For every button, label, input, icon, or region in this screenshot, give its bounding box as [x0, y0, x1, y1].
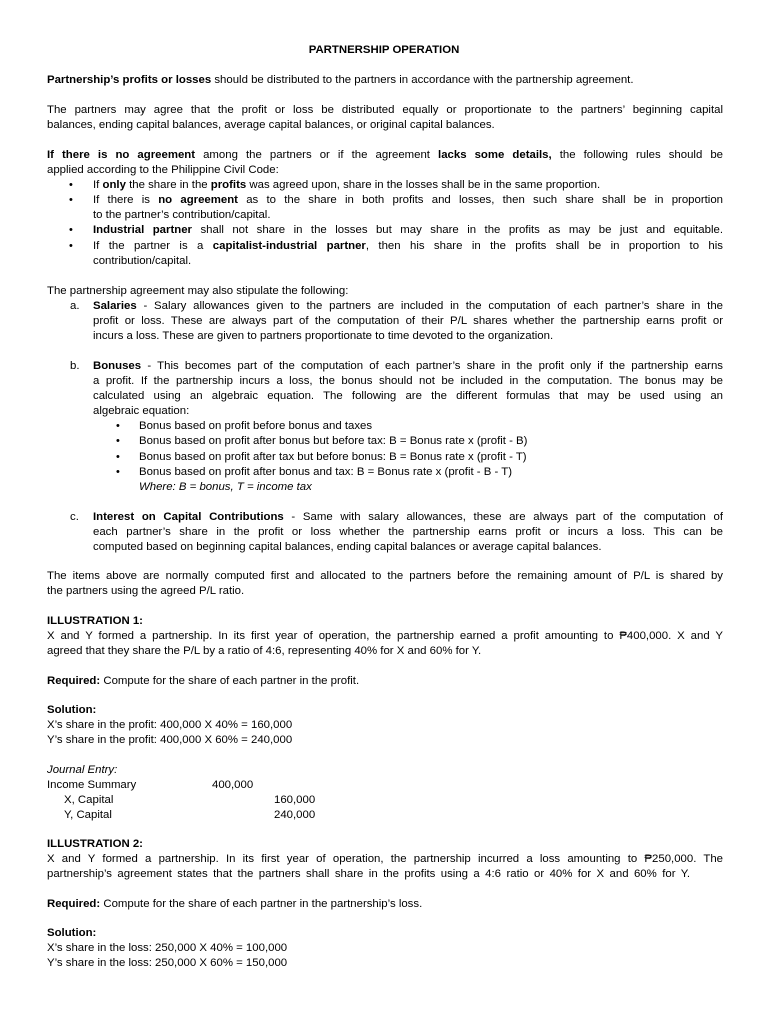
item-c-marker: c. — [70, 511, 79, 523]
illustration-1-solution-label: Solution: — [47, 704, 97, 716]
distribution-line-2: balances, ending capital balances, average capital balances, or original capital balances. — [47, 119, 495, 131]
bullet-icon: • — [69, 224, 73, 236]
bullet-icon: • — [69, 194, 73, 206]
bullet-icon: • — [69, 240, 73, 252]
interest-line-1: Interest on Capital Contributions - Same with salary allowances, these are always part of the computation of — [93, 511, 723, 523]
intro-text: should be distributed to the partners in accordance with the partnership agreement. — [211, 74, 634, 86]
illustration-2-solution-label: Solution: — [47, 927, 97, 939]
intro-bold: Partnership’s profits or losses — [47, 74, 212, 86]
bonuses-line-3: calculated using an algebraic equation. The following are the different formulas that may be used using an — [93, 390, 723, 402]
rule-4-line-2: contribution/capital. — [93, 255, 192, 267]
illustration-1-solution-x: X’s share in the profit: 400,000 X 40% = 160,000 — [47, 719, 293, 731]
no-agreement-text: among the partners or if the agreement — [195, 149, 439, 161]
lacks-details-bold: lacks some details, — [438, 149, 552, 161]
salaries-line-2: profit or loss. These are always part of the computation of their P/L shares whether the partnership earns profit or — [93, 315, 723, 327]
item-a-marker: a. — [70, 300, 80, 312]
journal-debit: 400,000 — [212, 779, 254, 791]
formula-legend: Where: B = bonus, T = income tax — [139, 481, 312, 493]
no-agreement-text-2: the following rules should be — [551, 149, 723, 161]
rule-2-line-2: to the partner’s contribution/capital. — [93, 209, 271, 221]
journal-account: Y, Capital — [64, 809, 112, 821]
distribution-line-1: The partners may agree that the profit or loss be distributed equally or proportionate to the partners’ beginning capital — [47, 104, 723, 116]
stipulate-intro: The partnership agreement may also stipulate the following: — [47, 285, 349, 297]
illustration-1-line-1: X and Y formed a partnership. In its first year of operation, the partnership earned a profit amounting to ₱400,000. X and Y — [47, 630, 723, 642]
illustration-1-heading: ILLUSTRATION 1: — [47, 615, 143, 627]
bonuses-line-4: algebraic equation: — [93, 405, 190, 417]
bullet-icon: • — [69, 179, 73, 191]
illustration-1-solution-y: Y’s share in the profit: 400,000 X 60% = 240,000 — [47, 734, 293, 746]
bonus-formula: Bonus based on profit before bonus and taxes — [139, 420, 373, 432]
no-agreement-bold: If there is no agreement — [47, 149, 196, 161]
intro-paragraph — [47, 73, 634, 88]
items-note-line-1: The items above are normally computed first and allocated to the partners before the remaining amount of P/L is shared by — [47, 570, 723, 582]
rule-2-line-1: If there is no agreement as to the share in both profits and losses, then such share shall be in proportion — [93, 194, 723, 206]
rule-3: Industrial partner shall not share in the losses but may share in the profits as may be just and equitable. — [93, 224, 723, 236]
items-note-line-2: the partners using the agreed P/L ratio. — [47, 585, 245, 597]
journal-account: X, Capital — [64, 794, 114, 806]
journal-credit: 160,000 — [274, 794, 316, 806]
bonus-formula: Bonus based on profit after bonus and tax: B = Bonus rate x (profit - B - T) — [139, 466, 513, 478]
bonuses-line-2: a profit. If the partnership incurs a loss, the bonus should not be included in the computation. The bonus may be — [93, 375, 723, 387]
bullet-icon: • — [116, 435, 120, 447]
journal-entry-label: Journal Entry: — [47, 764, 118, 776]
illustration-1-line-2: agreed that they share the P/L by a ratio of 4:6, representing 40% for X and 60% for Y. — [47, 645, 482, 657]
bullet-icon: • — [116, 420, 120, 432]
bonus-formula: Bonus based on profit after bonus but before tax: B = Bonus rate x (profit - B) — [139, 435, 528, 447]
interest-line-3: computed based on beginning capital balances, ending capital balances or average capital balances. — [93, 541, 602, 553]
no-agreement-line-2: applied according to the Philippine Civil Code: — [47, 164, 279, 176]
interest-line-2: each partner’s share in the profit or loss whether the partnership earns profit or incurs a loss. This can be — [93, 526, 723, 538]
illustration-2-heading: ILLUSTRATION 2: — [47, 838, 143, 850]
bullet-icon: • — [116, 451, 120, 463]
bullet-icon: • — [116, 466, 120, 478]
page-title: PARTNERSHIP OPERATION — [308, 44, 460, 56]
illustration-2-line-1: X and Y formed a partnership. In its first year of operation, the partnership incurred a loss amounting to ₱250,000. The — [47, 853, 723, 865]
no-agreement-line-1 — [47, 148, 723, 163]
rule-1: If only the share in the profits was agreed upon, share in the losses shall be in the same proportion. — [93, 179, 601, 191]
illustration-2-solution-y: Y’s share in the loss: 250,000 X 60% = 150,000 — [47, 957, 288, 969]
salaries-line-3: incurs a loss. These are given to partners proportionate to time devoted to the organization. — [93, 330, 554, 342]
illustration-2-required: Required: Compute for the share of each partner in the partnership’s loss. — [47, 898, 423, 910]
item-b-marker: b. — [70, 360, 80, 372]
bonuses-line-1: Bonuses - This becomes part of the computation of each partner’s share in the profit only if the partnership earns — [93, 360, 723, 372]
illustration-2-solution-x: X’s share in the loss: 250,000 X 40% = 100,000 — [47, 942, 288, 954]
bonus-formula: Bonus based on profit after tax but before bonus: B = Bonus rate x (profit - T) — [139, 451, 527, 463]
salaries-line-1: Salaries - Salary allowances given to the partners are included in the computation of each partner’s share in the — [93, 300, 723, 312]
rule-4-line-1: If the partner is a capitalist-industrial partner, then his share in the profits shall be in proportion to his — [93, 240, 723, 252]
illustration-1-required: Required: Compute for the share of each partner in the profit. — [47, 675, 360, 687]
illustration-2-line-2: partnership’s agreement states that the partners shall share in the profits using a 4:6 ratio or 40% for X and 60% for Y. — [47, 868, 690, 880]
journal-account: Income Summary — [47, 779, 137, 791]
journal-credit: 240,000 — [274, 809, 316, 821]
